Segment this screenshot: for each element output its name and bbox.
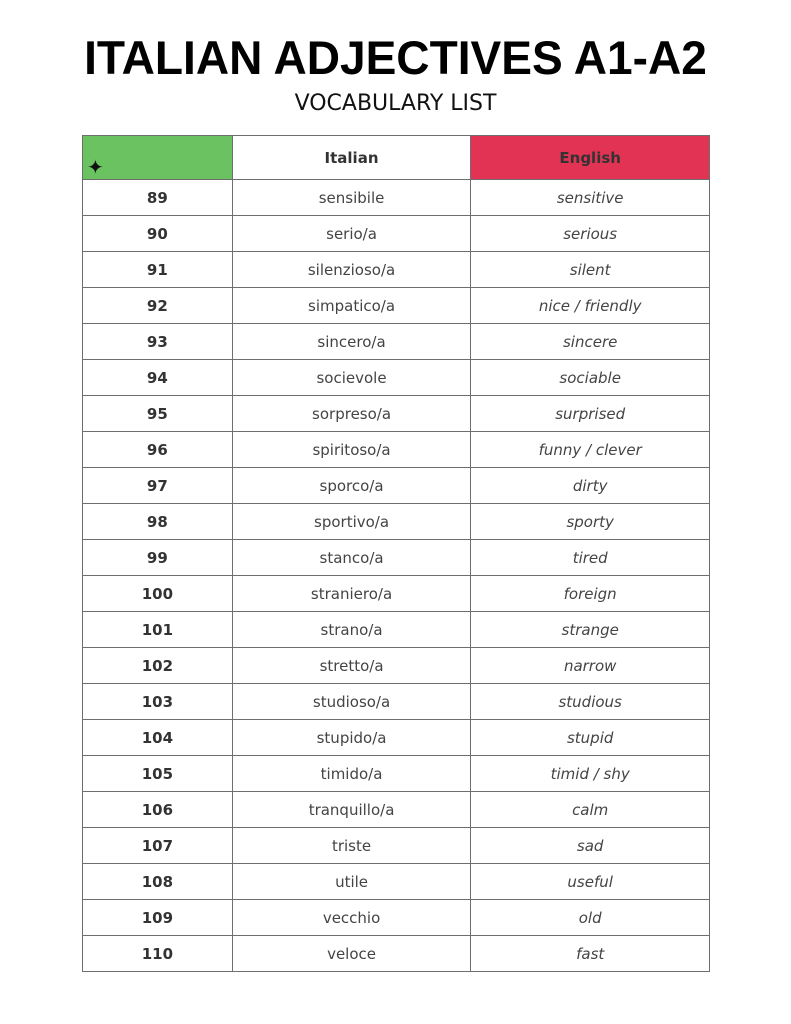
english-translation: sincere <box>471 324 710 360</box>
row-number: 95 <box>83 396 233 432</box>
italian-word: sporco/a <box>232 468 471 504</box>
table-row <box>83 936 710 972</box>
english-translation: dirty <box>471 468 710 504</box>
row-number: 90 <box>83 216 233 252</box>
row-number: 92 <box>83 288 233 324</box>
table-row <box>83 468 710 504</box>
table-row <box>83 324 710 360</box>
table-row <box>83 216 710 252</box>
table-row <box>83 612 710 648</box>
table-row <box>83 792 710 828</box>
row-number: 102 <box>83 648 233 684</box>
vocabulary-table <box>82 135 710 972</box>
page-title: ITALIAN ADJECTIVES A1-A2 <box>84 31 707 84</box>
english-translation: timid / shy <box>471 756 710 792</box>
english-translation: sporty <box>471 504 710 540</box>
table-row <box>83 684 710 720</box>
italian-word: stretto/a <box>232 648 471 684</box>
row-number: 108 <box>83 864 233 900</box>
english-translation: studious <box>471 684 710 720</box>
row-number: 91 <box>83 252 233 288</box>
english-translation: strange <box>471 612 710 648</box>
row-number: 96 <box>83 432 233 468</box>
italian-word: spiritoso/a <box>232 432 471 468</box>
italian-word: straniero/a <box>232 576 471 612</box>
table-row <box>83 180 710 216</box>
row-number: 107 <box>83 828 233 864</box>
english-translation: fast <box>471 936 710 972</box>
header-english: English <box>471 136 710 180</box>
row-number: 93 <box>83 324 233 360</box>
italian-word: sportivo/a <box>232 504 471 540</box>
english-translation: useful <box>471 864 710 900</box>
table-row <box>83 648 710 684</box>
english-translation: funny / clever <box>471 432 710 468</box>
english-translation: old <box>471 900 710 936</box>
english-translation: silent <box>471 252 710 288</box>
header-italian: Italian <box>232 136 471 180</box>
english-translation: stupid <box>471 720 710 756</box>
english-translation: sensitive <box>471 180 710 216</box>
four-point-star-icon: ✦ <box>87 155 104 179</box>
italian-word: vecchio <box>232 900 471 936</box>
table-row <box>83 756 710 792</box>
italian-word: utile <box>232 864 471 900</box>
italian-word: veloce <box>232 936 471 972</box>
row-number: 97 <box>83 468 233 504</box>
english-translation: nice / friendly <box>471 288 710 324</box>
row-number: 109 <box>83 900 233 936</box>
english-translation: serious <box>471 216 710 252</box>
table-row <box>83 540 710 576</box>
table-row <box>83 252 710 288</box>
italian-word: socievole <box>232 360 471 396</box>
english-translation: tired <box>471 540 710 576</box>
italian-word: strano/a <box>232 612 471 648</box>
italian-word: silenzioso/a <box>232 252 471 288</box>
table-row <box>83 432 710 468</box>
row-number: 103 <box>83 684 233 720</box>
italian-word: sorpreso/a <box>232 396 471 432</box>
english-translation: calm <box>471 792 710 828</box>
english-translation: foreign <box>471 576 710 612</box>
table-row <box>83 360 710 396</box>
table-row <box>83 864 710 900</box>
table-row <box>83 504 710 540</box>
row-number: 100 <box>83 576 233 612</box>
english-translation: sociable <box>471 360 710 396</box>
italian-word: sensibile <box>232 180 471 216</box>
row-number: 106 <box>83 792 233 828</box>
table-row <box>83 900 710 936</box>
italian-word: stanco/a <box>232 540 471 576</box>
row-number: 110 <box>83 936 233 972</box>
italian-word: sincero/a <box>232 324 471 360</box>
row-number: 104 <box>83 720 233 756</box>
table-row <box>83 396 710 432</box>
english-translation: narrow <box>471 648 710 684</box>
header-number <box>83 136 233 180</box>
italian-word: stupido/a <box>232 720 471 756</box>
table-row <box>83 288 710 324</box>
table-header-row <box>83 136 710 180</box>
row-number: 105 <box>83 756 233 792</box>
english-translation: surprised <box>471 396 710 432</box>
italian-word: triste <box>232 828 471 864</box>
italian-word: simpatico/a <box>232 288 471 324</box>
italian-word: timido/a <box>232 756 471 792</box>
table-row <box>83 720 710 756</box>
row-number: 99 <box>83 540 233 576</box>
row-number: 101 <box>83 612 233 648</box>
row-number: 98 <box>83 504 233 540</box>
english-translation: sad <box>471 828 710 864</box>
row-number: 89 <box>83 180 233 216</box>
row-number: 94 <box>83 360 233 396</box>
page-subtitle: VOCABULARY LIST <box>294 91 497 116</box>
italian-word: studioso/a <box>232 684 471 720</box>
italian-word: tranquillo/a <box>232 792 471 828</box>
italian-word: serio/a <box>232 216 471 252</box>
table-row <box>83 576 710 612</box>
table-row <box>83 828 710 864</box>
